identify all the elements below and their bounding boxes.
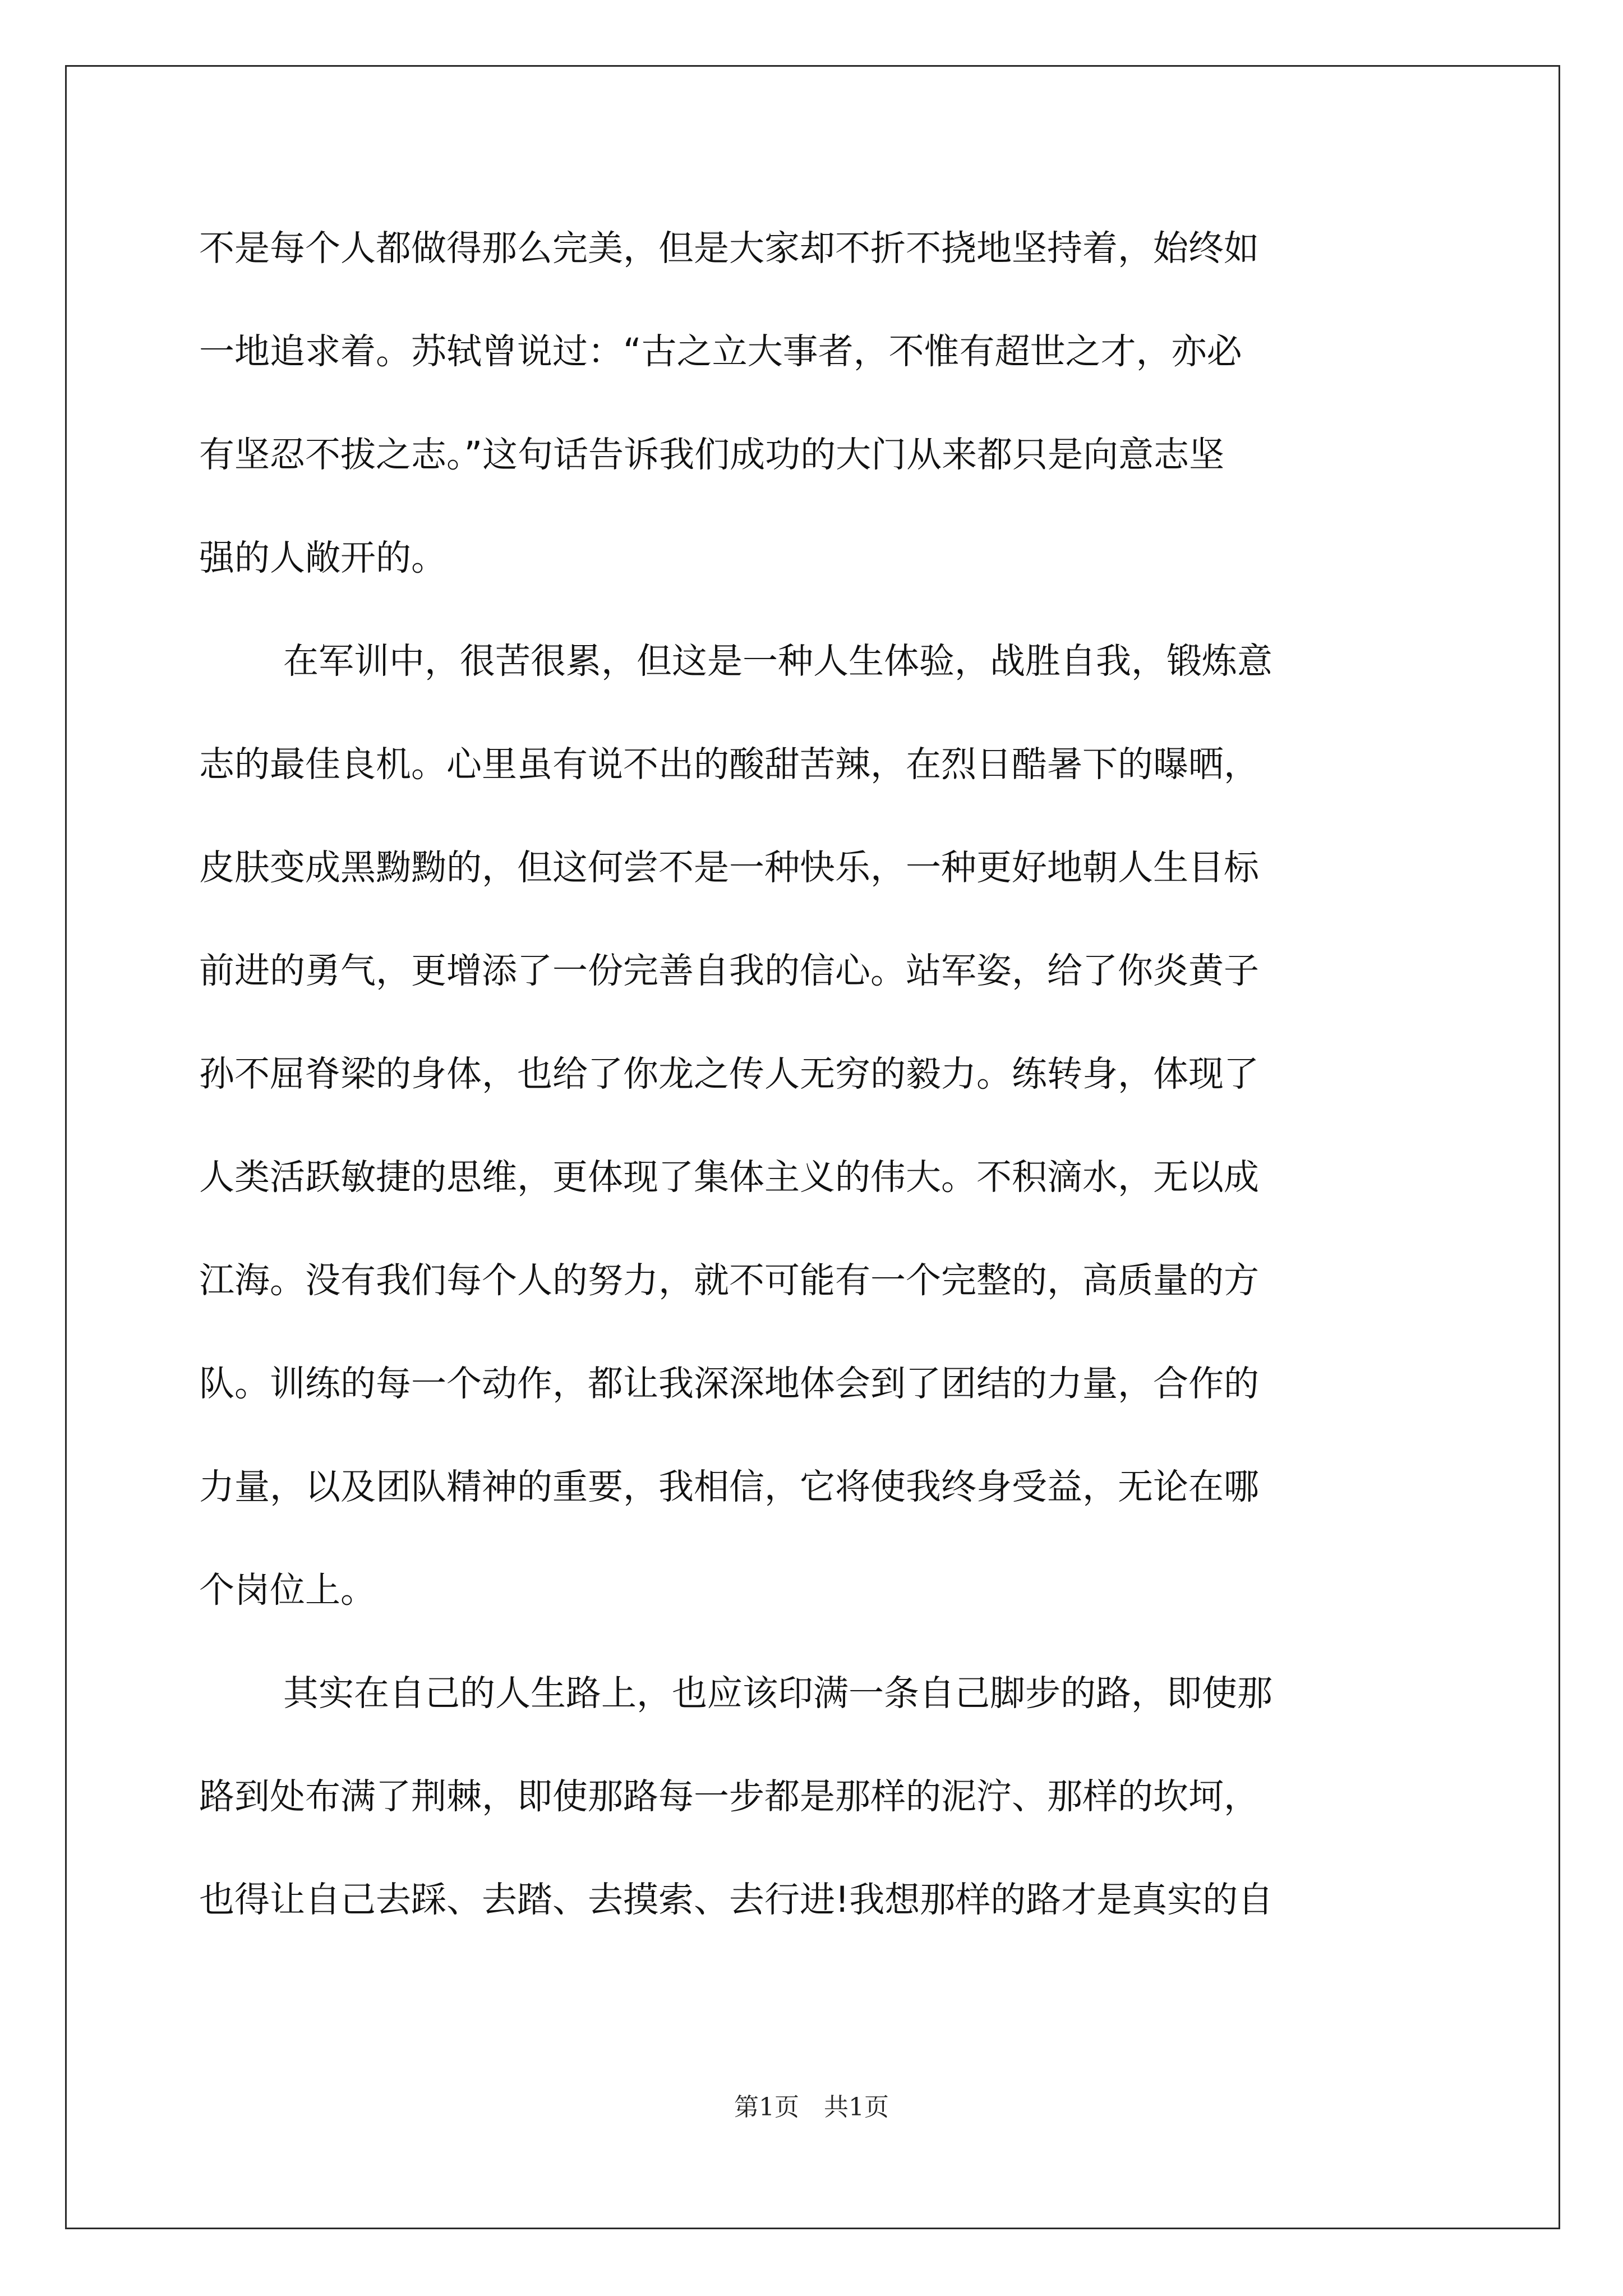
text-line: 在军训中，很苦很累，但这是一种人生体验，战胜自我，锻炼意 bbox=[283, 641, 1272, 682]
text-line: 力量，以及团队精神的重要，我相信，它将使我终身受益，无论在哪 bbox=[199, 1466, 1259, 1507]
text-line: 志的最佳良机。心里虽有说不出的酸甜苦辣，在烈日酷暑下的曝晒， bbox=[199, 744, 1259, 785]
text-line: 队。训练的每一个动作，都让我深深地体会到了团结的力量，合作的 bbox=[199, 1363, 1259, 1404]
text-line: 孙不屈脊梁的身体，也给了你龙之传人无穷的毅力。练转身，体现了 bbox=[199, 1053, 1259, 1094]
text-line: 也得让自己去踩、去踏、去摸索、去行进!我想那样的路才是真实的自 bbox=[199, 1879, 1274, 1920]
page-footer: 第1页 共1页 bbox=[734, 2093, 889, 2122]
text-line: 有坚忍不拔之志。”这句话告诉我们成功的大门从来都只是向意志坚 bbox=[199, 434, 1225, 475]
text-line: 不是每个人都做得那么完美，但是大家却不折不挠地坚持着，始终如 bbox=[199, 228, 1259, 269]
text-line: 其实在自己的人生路上，也应该印满一条自己脚步的路，即使那 bbox=[283, 1673, 1272, 1714]
text-line: 前进的勇气，更增添了一份完善自我的信心。站军姿，给了你炎黄子 bbox=[199, 950, 1259, 991]
text-line: 一地追求着。苏轼曾说过：“古之立大事者，不惟有超世之才，亦必 bbox=[199, 331, 1242, 372]
text-line: 皮肤变成黑黝黝的，但这何尝不是一种快乐，一种更好地朝人生目标 bbox=[199, 847, 1259, 888]
text-line: 人类活跃敏捷的思维，更体现了集体主义的伟大。不积滴水，无以成 bbox=[199, 1157, 1259, 1198]
text-line: 路到处布满了荆棘，即使那路每一步都是那样的泥泞、那样的坎坷， bbox=[199, 1776, 1259, 1817]
text-line: 个岗位上。 bbox=[199, 1570, 376, 1611]
text-line: 强的人敞开的。 bbox=[199, 537, 446, 578]
text-line: 江海。没有我们每个人的努力，就不可能有一个完整的，高质量的方 bbox=[199, 1260, 1259, 1301]
